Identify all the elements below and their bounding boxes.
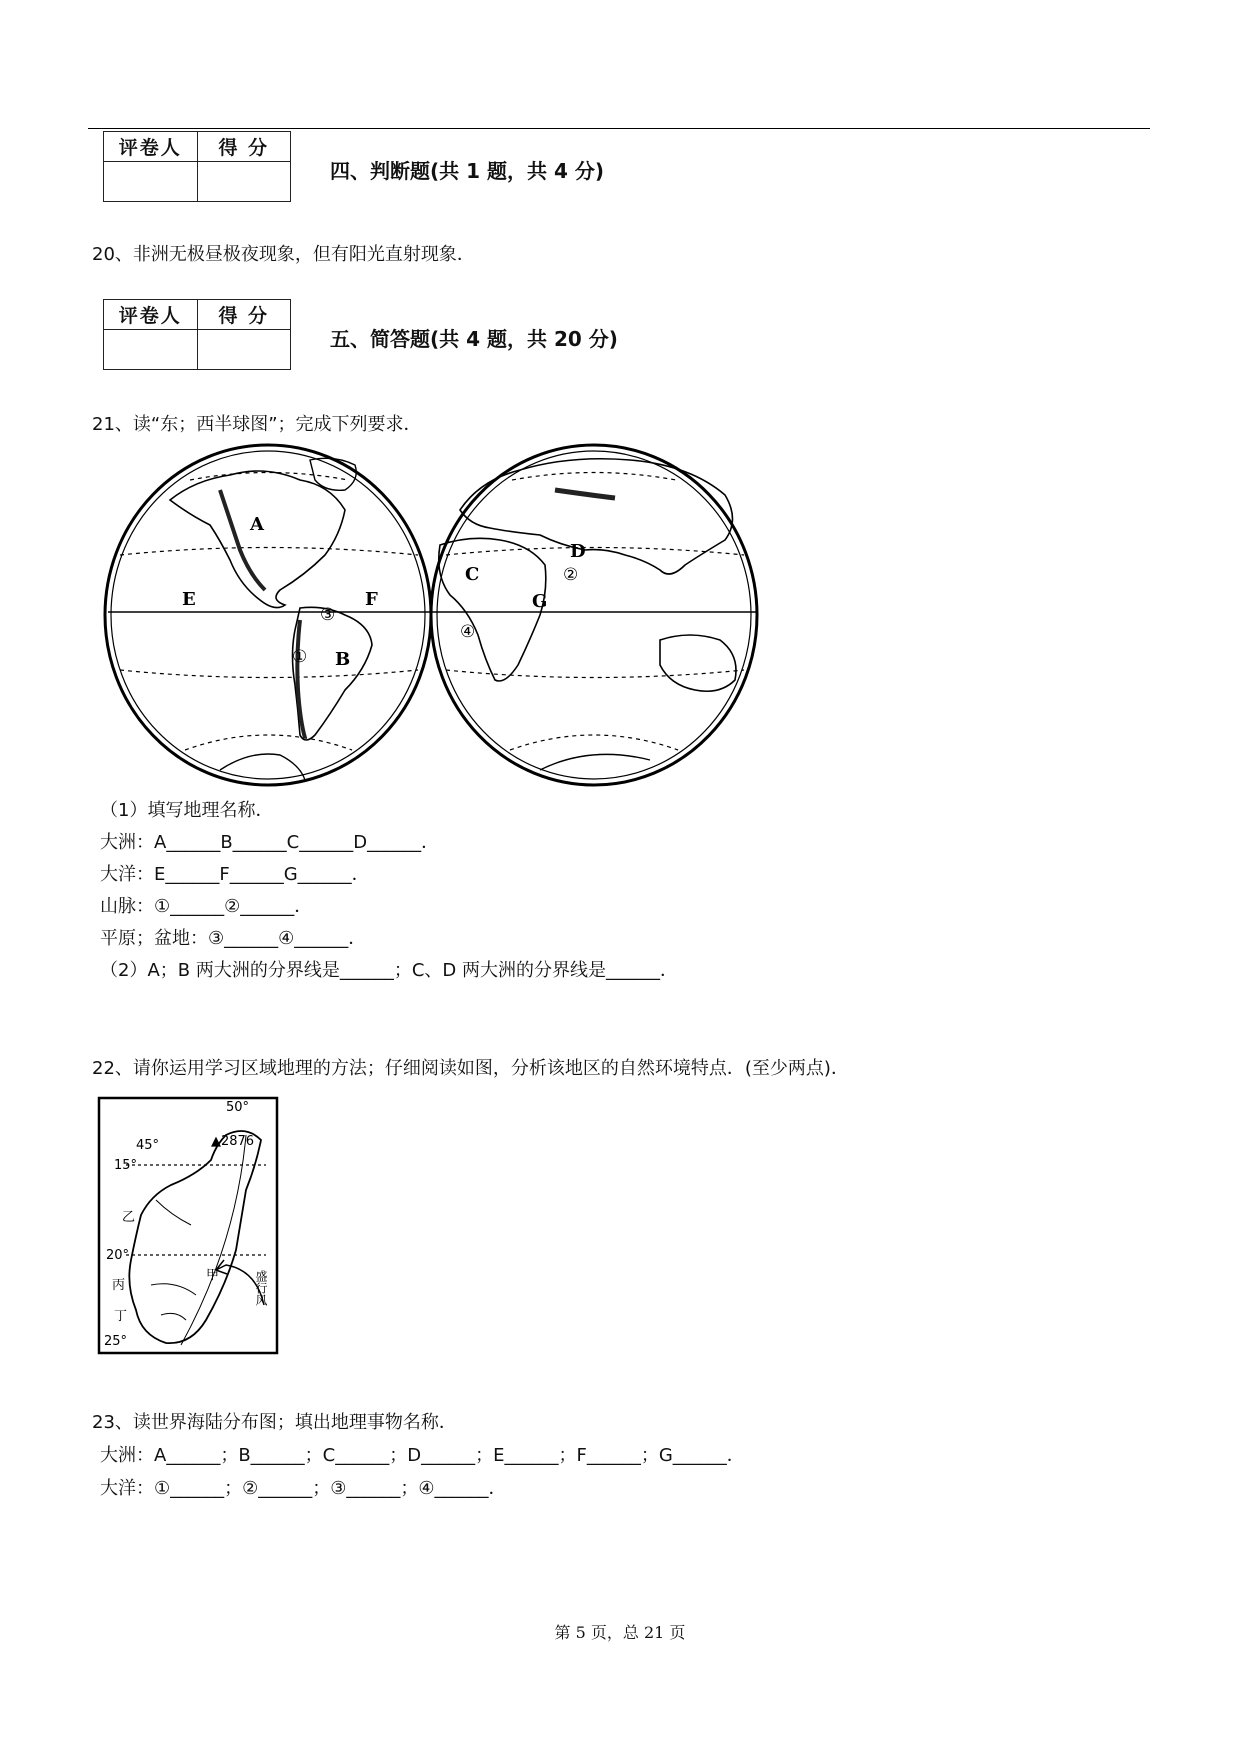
- western-hemisphere-inner: [111, 451, 425, 779]
- label-bing: 丙: [112, 1278, 126, 1293]
- score-table-4: [103, 131, 291, 202]
- q23-oceans: 大洋：①______；②______；③______；④______．: [100, 1478, 507, 1499]
- label-lon-50: 50°: [226, 1100, 250, 1115]
- antarctica-east-shape: [540, 754, 650, 770]
- score-table-5: [103, 299, 291, 370]
- madagascar-map: [96, 1095, 282, 1360]
- grader-label: 评卷人: [104, 300, 198, 330]
- header-rule: [88, 128, 1150, 129]
- map-label-1: ①: [292, 647, 308, 667]
- label-lat-20: 20°: [106, 1248, 130, 1263]
- map-label-3: ③: [320, 605, 336, 625]
- label-lon-45: 45°: [136, 1138, 160, 1153]
- label-lat-25: 25°: [104, 1334, 128, 1349]
- q23-continents: 大洲：A______；B______；C______；D______；E______；F______；G______．: [100, 1445, 745, 1466]
- western-hemisphere-outer: [105, 445, 431, 785]
- grader-cell: [104, 162, 198, 202]
- q21-sub2: （2）A；B 两大洲的分界线是______；C、D 两大洲的分界线是______．: [100, 960, 678, 981]
- map-label-a: A: [250, 514, 264, 535]
- label-yi: 乙: [122, 1210, 136, 1225]
- grader-label: 评卷人: [104, 132, 198, 162]
- map-label-f: F: [365, 589, 378, 610]
- map-label-e: E: [182, 589, 196, 610]
- map-label-2: ②: [563, 565, 579, 585]
- score-cell: [197, 330, 291, 370]
- lon-line: [181, 1135, 246, 1345]
- eurasia-shape: [460, 459, 733, 574]
- australia-shape: [660, 635, 736, 691]
- section-5-heading: 五、简答题(共 4 题，共 20 分): [330, 327, 618, 351]
- map-label-b: B: [335, 649, 351, 670]
- africa-shape: [439, 538, 546, 681]
- map-label-g: G: [532, 591, 548, 612]
- q21-mountains: 山脉：①______②______．: [100, 896, 313, 917]
- page-footer: 第 5 页，总 21 页: [554, 1623, 686, 1642]
- section-4-heading: 四、判断题(共 1 题，共 4 分): [330, 159, 604, 183]
- score-label: 得 分: [197, 300, 291, 330]
- map-label-c: C: [465, 564, 480, 585]
- q21-continents: 大洲：A______B______C______D______．: [100, 832, 440, 853]
- river-lines: [151, 1200, 196, 1320]
- label-lat-15: 15°: [114, 1158, 138, 1173]
- north-america-shape: [170, 471, 345, 608]
- question-22: 22、请你运用学习区域地理的方法；仔细阅读如图，分析该地区的自然环境特点．(至少两点)．: [92, 1058, 849, 1079]
- label-ding: 丁: [114, 1309, 128, 1324]
- south-america-shape: [293, 607, 373, 740]
- rocky-mountains: [220, 490, 265, 590]
- grader-cell: [104, 330, 198, 370]
- eastern-hemisphere-inner: [437, 451, 751, 779]
- question-20: 20、非洲无极昼极夜现象，但有阳光直射现象．: [92, 244, 475, 265]
- q21-plains: 平原；盆地：③______④______．: [100, 928, 367, 949]
- label-jia: 甲: [206, 1268, 220, 1283]
- q21-oceans: 大洋：E______F______G______．: [100, 864, 370, 885]
- question-23: 23、读世界海陆分布图；填出地理事物名称．: [92, 1412, 457, 1433]
- score-cell: [197, 162, 291, 202]
- question-21: 21、读“东；西半球图”；完成下列要求．: [92, 414, 422, 435]
- q21-sub1: （1）填写地理名称．: [100, 800, 274, 821]
- antarctica-west-shape: [220, 754, 305, 780]
- himalaya-mountains: [555, 490, 615, 498]
- hemisphere-map: [100, 440, 780, 790]
- label-wind: 盛行风: [254, 1270, 268, 1306]
- map-label-4: ④: [460, 622, 476, 642]
- map-label-d: D: [570, 541, 586, 562]
- label-peak: ▲2876: [211, 1134, 255, 1149]
- score-label: 得 分: [197, 132, 291, 162]
- island-shape: [129, 1131, 261, 1343]
